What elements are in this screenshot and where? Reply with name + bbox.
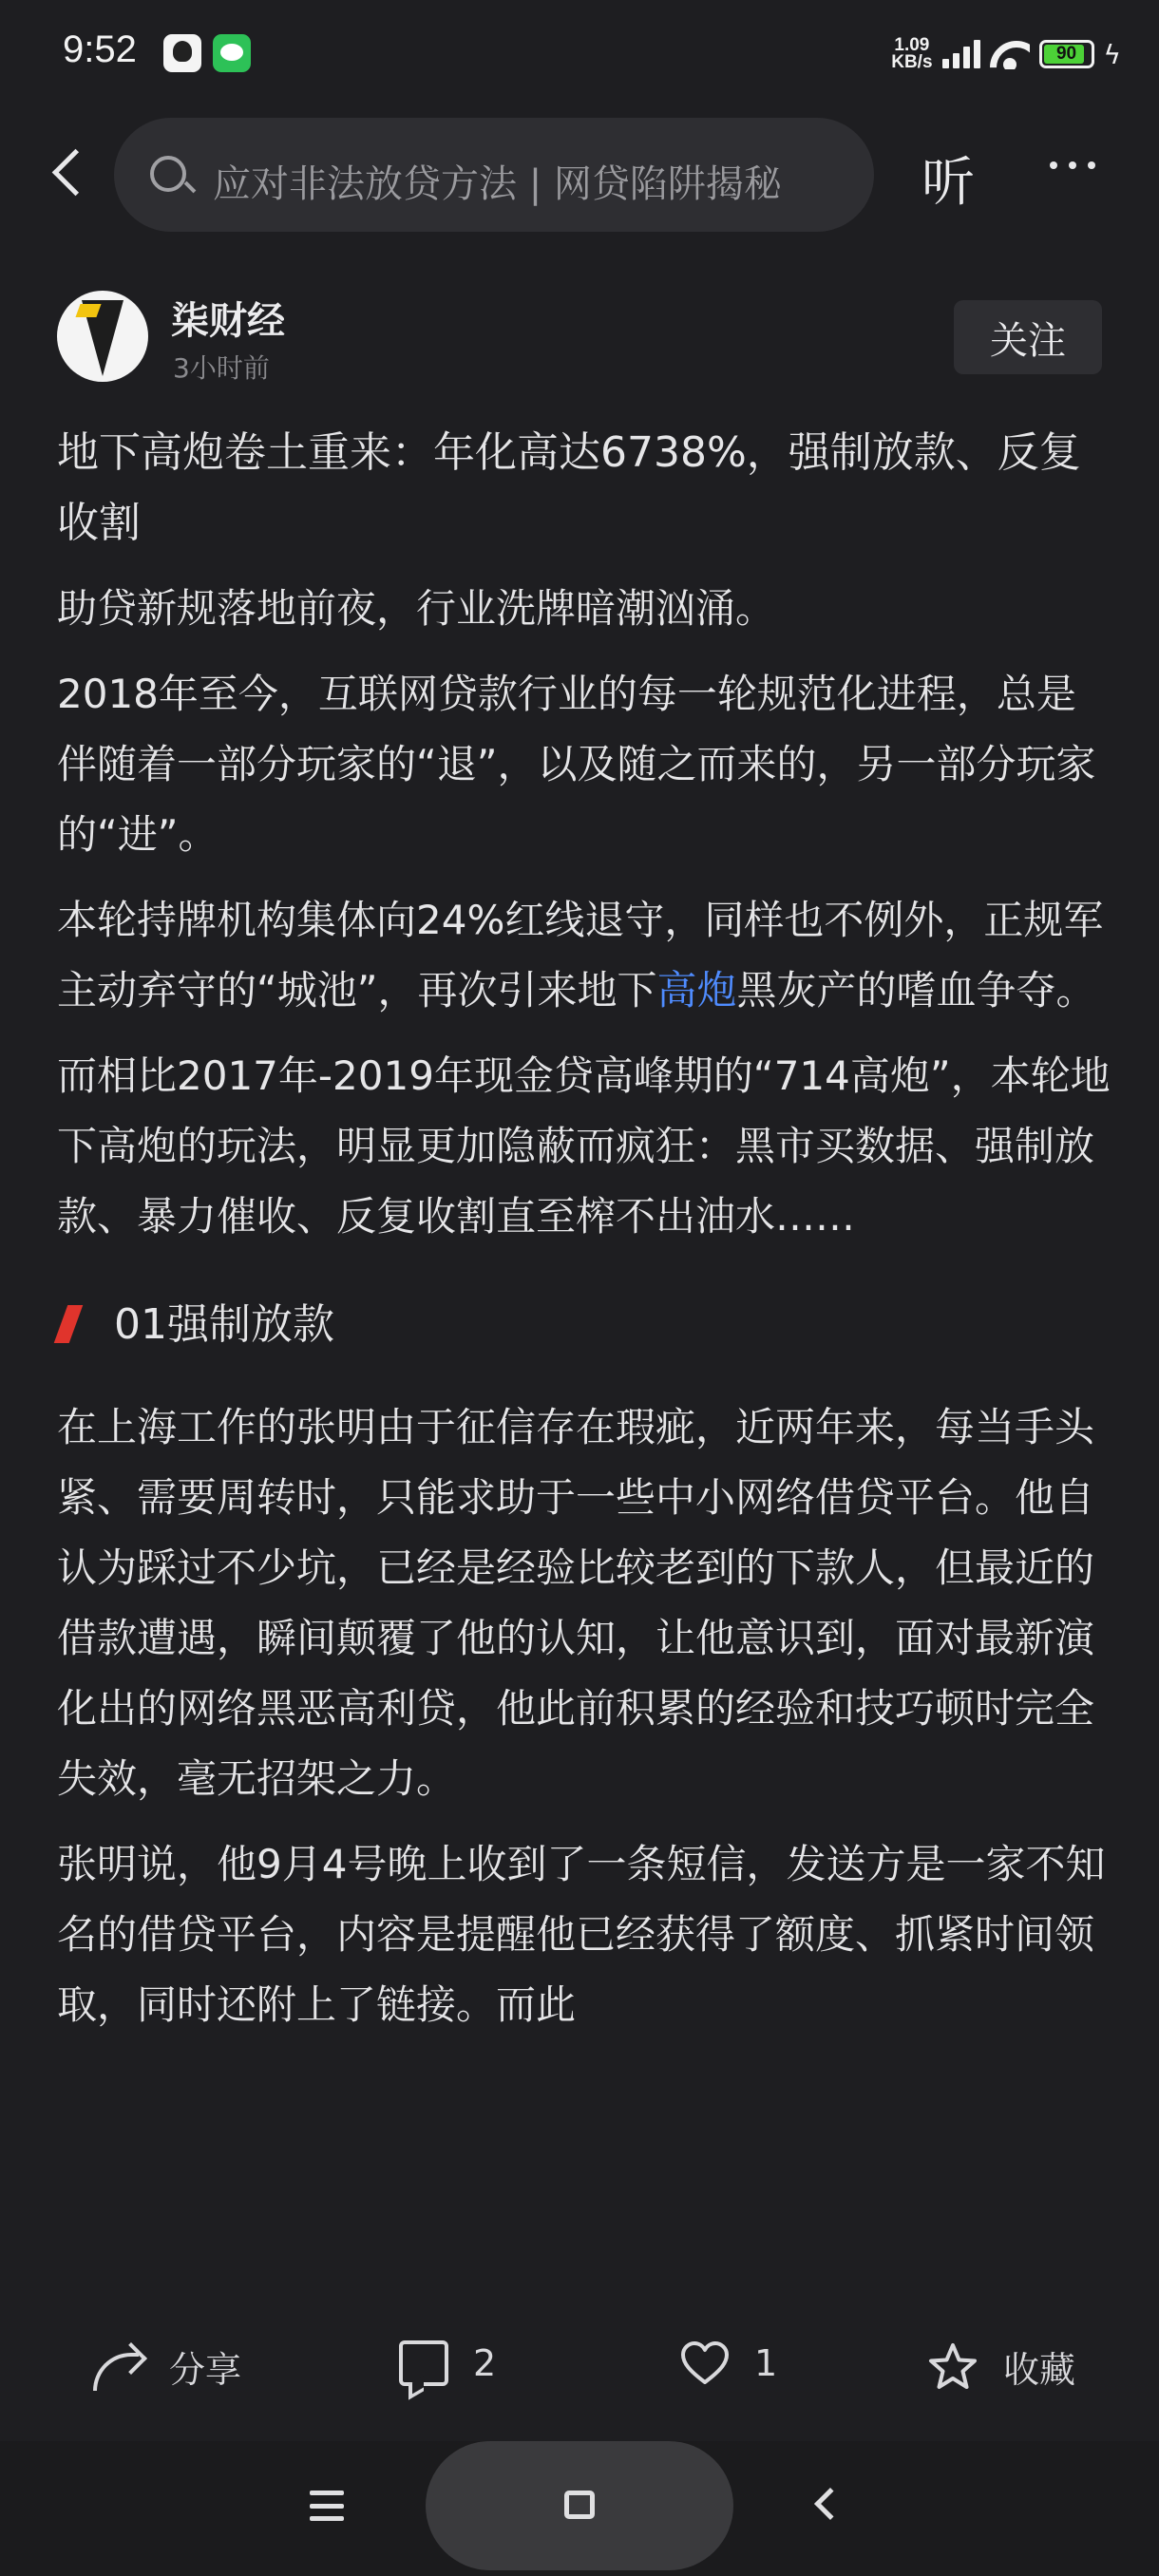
article-paragraph: 而相比2017年-2019年现金贷高峰期的“714高炮”，本轮地下高炮的玩法，明显更加隐蔽而疯狂：黑市买数据、强制放款、暴力催收、反复收割直至榨不出油水…… [57, 1052, 1111, 1240]
wifi-icon [990, 39, 1030, 69]
author-name[interactable]: 柒财经 [171, 299, 285, 343]
cellular-signal-icon [942, 40, 980, 68]
section-title: 01强制放款 [114, 1300, 334, 1349]
share-icon [91, 2343, 144, 2391]
network-speed [891, 37, 932, 71]
network-speed-value: 1.09 [894, 35, 930, 55]
qq-notification-icon [163, 34, 201, 72]
article-paragraph: 助贷新规落地前夜，行业洗牌暗潮汹涌。 [57, 585, 776, 632]
comment-button[interactable] [399, 2340, 496, 2386]
article-paragraph [57, 885, 1112, 1026]
like-count: 1 [754, 2342, 778, 2384]
comment-count: 2 [473, 2342, 497, 2384]
article-paragraph: 2018年至今，互联网贷款行业的每一轮规范化进程，总是伴随着一部分玩家的“退”，以及随之而来的，另一部分玩家的“进”。 [57, 671, 1096, 858]
article-paragraph: 张明说，他9月4号晚上收到了一条短信，发送方是一家不知名的借贷平台，内容是提醒他已经获得了额度、抓紧时间领取，同时还附上了链接。而此 [57, 1841, 1106, 2028]
system-nav-bar [0, 2441, 1159, 2576]
more-icon[interactable] [1050, 161, 1095, 169]
paragraph-text: 黑灰产的嗜血争夺。 [736, 967, 1096, 1013]
section-heading [57, 1269, 1112, 1373]
status-time: 9:52 [63, 28, 137, 70]
search-query[interactable]: 应对非法放贷方法 | 网贷陷阱揭秘 [213, 162, 782, 206]
wechat-notification-icon [213, 34, 251, 72]
back-icon[interactable] [814, 2488, 846, 2520]
action-bar [0, 2316, 1159, 2420]
top-bar [0, 112, 1159, 236]
paragraph-text: 本轮持牌机构集体向24%红线退守，同样也不例外，正规军主动弃守的“城池”，再次引来地下 [57, 897, 1104, 1013]
follow-button[interactable]: 关注 [954, 300, 1102, 374]
keyword-link[interactable]: 高炮 [656, 967, 737, 1013]
like-button[interactable] [680, 2340, 777, 2386]
favorite-label: 收藏 [1003, 2349, 1076, 2391]
battery-icon [1039, 40, 1094, 68]
favorite-button[interactable] [927, 2340, 1075, 2393]
charging-icon: ϟ [1103, 38, 1121, 70]
search-icon [150, 156, 186, 192]
network-speed-unit: KB/s [891, 52, 933, 72]
post-time: 3小时前 [173, 352, 270, 384]
article-title: 地下高炮卷土重来：年化高达6738%，强制放款、反复收割 [57, 428, 1081, 547]
search-box[interactable] [114, 118, 874, 232]
star-icon [927, 2342, 978, 2392]
section-marker [54, 1305, 84, 1343]
heart-icon [680, 2340, 730, 2386]
back-button[interactable] [38, 141, 104, 207]
home-button[interactable] [426, 2441, 733, 2570]
listen-button[interactable]: 听 [922, 152, 975, 214]
status-indicators [891, 32, 1121, 76]
article-paragraph: 在上海工作的张明由于征信存在瑕疵，近两年来，每当手头紧、需要周转时，只能求助于一些中小网络借贷平台。他自认为踩过不少坑，已经是经验比较老到的下款人，但最近的借款遭遇，瞬间颠覆了他的认知，让他意识到，面对最新演化出的网络黑恶高利贷，他此前积累的经验和技巧顿时完全失效，毫无招架之力。 [57, 1404, 1095, 1802]
menu-icon[interactable] [310, 2491, 344, 2521]
article-body [57, 418, 1112, 2055]
comment-icon [399, 2340, 448, 2386]
status-bar [0, 0, 1159, 112]
share-label: 分享 [169, 2349, 242, 2391]
share-button[interactable] [91, 2340, 241, 2393]
author-row [0, 285, 1159, 389]
avatar[interactable] [57, 291, 148, 382]
home-icon [564, 2491, 595, 2519]
battery-percent: 90 [1055, 44, 1077, 64]
